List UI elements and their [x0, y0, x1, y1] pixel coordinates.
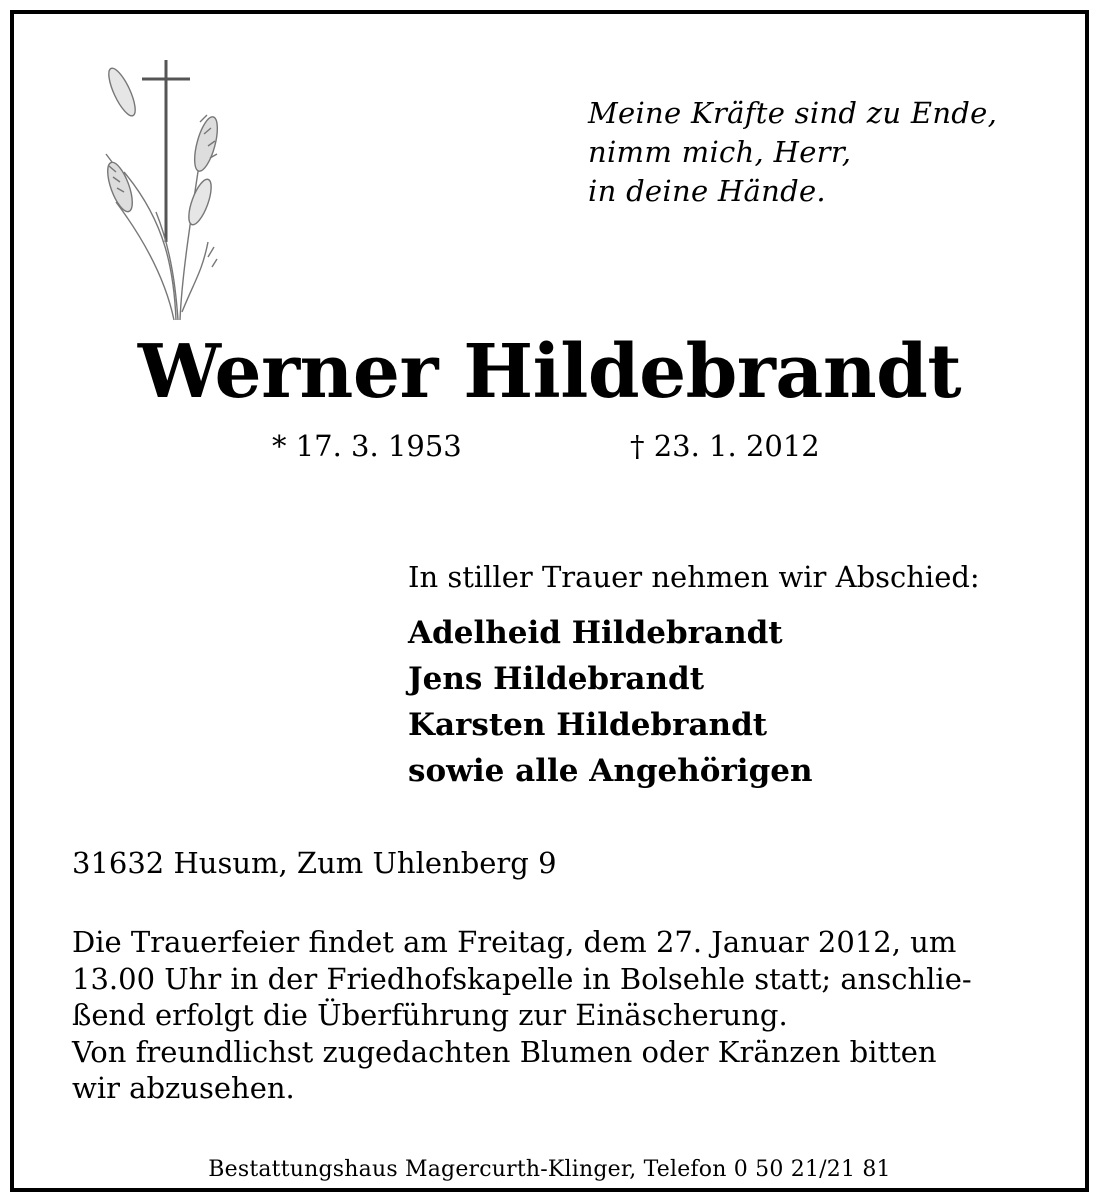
notice-line: Von freundlichst zugedachten Blumen oder Kränzen bitten	[72, 1034, 937, 1069]
mourner-name: sowie alle Angehörigen	[408, 753, 813, 789]
mourner-name: Adelheid Hildebrandt	[408, 615, 783, 651]
verse-line: in deine Hände.	[588, 174, 826, 208]
birth-date: * 17. 3. 1953	[272, 429, 462, 463]
mourners-list	[408, 610, 813, 794]
mourning-intro: In stiller Trauer nehmen wir Abschied:	[408, 560, 980, 594]
notice-line: ßend erfolgt die Überführung zur Einäscherung.	[72, 998, 788, 1032]
notice-line: Die Trauerfeier findet am Freitag, dem 27. Januar 2012, um	[72, 925, 957, 959]
mourner-name: Jens Hildebrandt	[408, 661, 705, 697]
verse-line: Meine Kräfte sind zu Ende,	[588, 96, 998, 130]
notice-line: wir abzusehen.	[72, 1071, 295, 1105]
mourner-name: Karsten Hildebrandt	[408, 707, 768, 743]
verse-line: nimm mich, Herr,	[588, 135, 852, 169]
death-date: † 23. 1. 2012	[630, 429, 820, 463]
verse	[588, 94, 997, 211]
funeral-notice	[72, 924, 1032, 1107]
funeral-home-footer	[0, 1154, 1099, 1186]
notice-line: 13.00 Uhr in der Friedhofskapelle in Bolsehle statt; anschlie-	[72, 961, 972, 996]
cross-with-wheat-icon	[96, 52, 226, 327]
footer-text: Bestattungshaus Magercurth-Klinger, Telefon 0 50 21/21 81	[202, 1157, 897, 1182]
deceased-name: Werner Hildebrandt	[137, 329, 962, 415]
address: 31632 Husum, Zum Uhlenberg 9	[72, 846, 557, 880]
